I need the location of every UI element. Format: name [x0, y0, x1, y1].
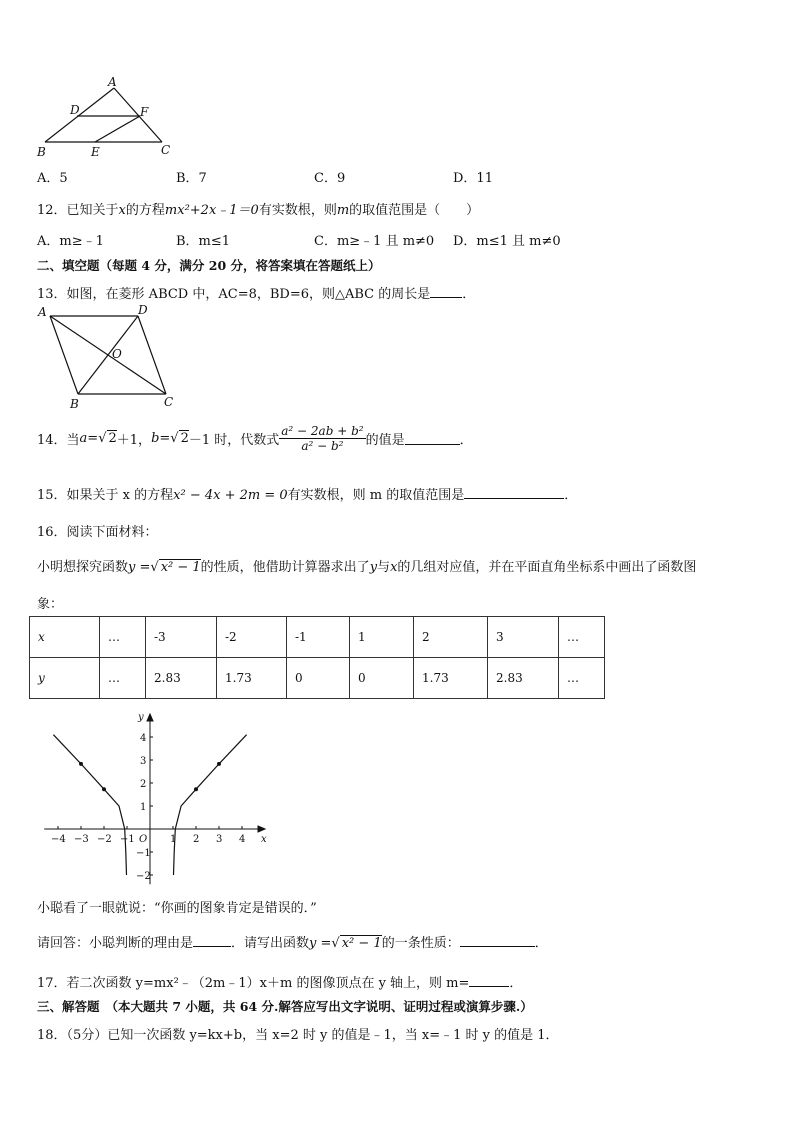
y-tick-label: −2 [136, 871, 151, 882]
table-cell: 0 [350, 658, 414, 699]
rhombus-figure [36, 302, 186, 412]
table-cell: -1 [287, 617, 350, 658]
x-tick-label: 1 [170, 834, 177, 845]
point-label: D [70, 103, 80, 117]
q16-comment: 小聪看了一眼就说：“你画的图象肯定是错误的．” [37, 901, 317, 916]
q11-option-d: D．11 [453, 171, 493, 186]
table-cell: 1 [350, 617, 414, 658]
table-cell: … [559, 658, 605, 699]
table-cell: … [559, 617, 605, 658]
table-row [30, 658, 605, 699]
q16-line2: 象： [37, 597, 64, 612]
q16-line1: 小明想探究函数y =√ x² − 1的性质，他借助计算器求出了y与x的几组对应值，并在平面直角坐标系中画出了函数图 [37, 560, 697, 575]
q16-ask: 请回答：小聪判断的理由是 ．请写出函数y =√ x² − 1的一条性质： ． [37, 936, 548, 951]
point-label: E [91, 145, 100, 159]
q11-option-a: A．5 [37, 171, 68, 186]
x-axis-arrow [258, 826, 265, 832]
point-label: B [70, 397, 79, 411]
y-axis-arrow [147, 714, 153, 721]
y-tick-label: 3 [140, 756, 147, 767]
y-tick-label: −1 [136, 848, 151, 859]
answer-blank[interactable] [405, 432, 460, 445]
point-label: C [161, 143, 171, 157]
x-tick-label: 3 [216, 834, 223, 845]
x-tick-label: 2 [193, 834, 200, 845]
data-point [102, 787, 106, 791]
curve-left-branch [53, 735, 126, 875]
x-tick-label: −3 [74, 834, 89, 845]
answer-blank[interactable] [430, 285, 462, 298]
x-tick-label: 4 [239, 834, 246, 845]
table-cell: x [30, 617, 100, 658]
q15-stem: 15．如果关于 x 的方程x² − 4x + 2m = 0有实数根，则 m 的取值范围是 ． [37, 488, 578, 503]
q12-option-a: A．m≥﹣1 [37, 234, 104, 249]
data-point [79, 762, 83, 766]
section-3-heading: 三、解答题 （本大题共 7 小题，共 64 分.解答应写出文字说明、证明过程或演算步骤.） [37, 999, 533, 1014]
q11-option-b: B．7 [176, 171, 207, 186]
answer-blank[interactable] [464, 486, 564, 499]
algebraic-fraction: $\frac{\text{a² − 2ab + b²}}{\text{a² − b²}}$ [281, 423, 364, 453]
origin-label: O [139, 834, 148, 845]
table-cell: 3 [488, 617, 559, 658]
table-cell: … [100, 617, 146, 658]
q12-option-b: B．m≤1 [176, 234, 231, 249]
table-cell: -2 [217, 617, 287, 658]
answer-blank[interactable] [460, 934, 535, 947]
answer-blank[interactable] [469, 974, 509, 987]
y-tick-label: 1 [140, 802, 147, 813]
table-cell: … [100, 658, 146, 699]
value-table [29, 616, 605, 699]
data-point [194, 787, 198, 791]
point-label: C [164, 395, 174, 409]
point-label: B [37, 145, 46, 159]
table-cell: 0 [287, 658, 350, 699]
triangle-figure [30, 76, 180, 160]
point-label: A [38, 305, 47, 319]
table-cell: 1.73 [217, 658, 287, 699]
point-label: D [138, 303, 148, 317]
data-point [217, 762, 221, 766]
q12-option-c: C．m≥﹣1 且 m≠0 [314, 234, 435, 249]
table-cell: -3 [146, 617, 217, 658]
point-label: F [140, 105, 149, 119]
x-tick-label: −1 [120, 834, 135, 845]
section-2-heading: 二、填空题（每题 4 分，满分 20 分，将答案填在答题纸上） [37, 258, 381, 273]
x-tick-label: −4 [51, 834, 66, 845]
q18-stem: 18．（5分）已知一次函数 y=kx+b，当 x=2 时 y 的值是﹣1，当 x=﹣1 时 y 的值是 1． [37, 1028, 559, 1043]
q12-stem: 12．已知关于x的方程mx²+2x﹣1＝0有实数根，则m的取值范围是（ ） [37, 203, 480, 218]
x-tick-label: −2 [97, 834, 112, 845]
q17-stem: 17．若二次函数 y=mx²﹣（2m﹣1）x＋m 的图像顶点在 y 轴上，则 m= ． [37, 976, 523, 991]
y-tick-label: 4 [140, 733, 147, 744]
point-label: O [112, 347, 122, 361]
table-cell: y [30, 658, 100, 699]
q14-stem: 14．当 a= √ 2 ＋1， b= √ 2 －1 时，代数式 $\frac{\text{a² − 2ab + b²}}{\text{a² − b²}}$ 的值是 ． [37, 423, 473, 453]
q11-option-c: C．9 [314, 171, 346, 186]
table-cell: 2 [414, 617, 488, 658]
table-row [30, 617, 605, 658]
table-cell: 1.73 [414, 658, 488, 699]
curve-right-branch [174, 735, 247, 875]
x-axis-label: x [261, 834, 267, 845]
q16-intro: 16．阅读下面材料： [37, 525, 158, 540]
table-cell: 2.83 [488, 658, 559, 699]
q13-stem: 13．如图，在菱形 ABCD 中，AC=8，BD=6，则△ABC 的周长是 ． [37, 287, 476, 302]
y-axis-label: y [138, 712, 144, 723]
function-graph [34, 704, 270, 886]
y-tick-label: 2 [140, 779, 147, 790]
table-cell: 2.83 [146, 658, 217, 699]
point-label: A [108, 76, 117, 89]
q12-option-d: D．m≤1 且 m≠0 [453, 234, 561, 249]
answer-blank[interactable] [193, 934, 231, 947]
